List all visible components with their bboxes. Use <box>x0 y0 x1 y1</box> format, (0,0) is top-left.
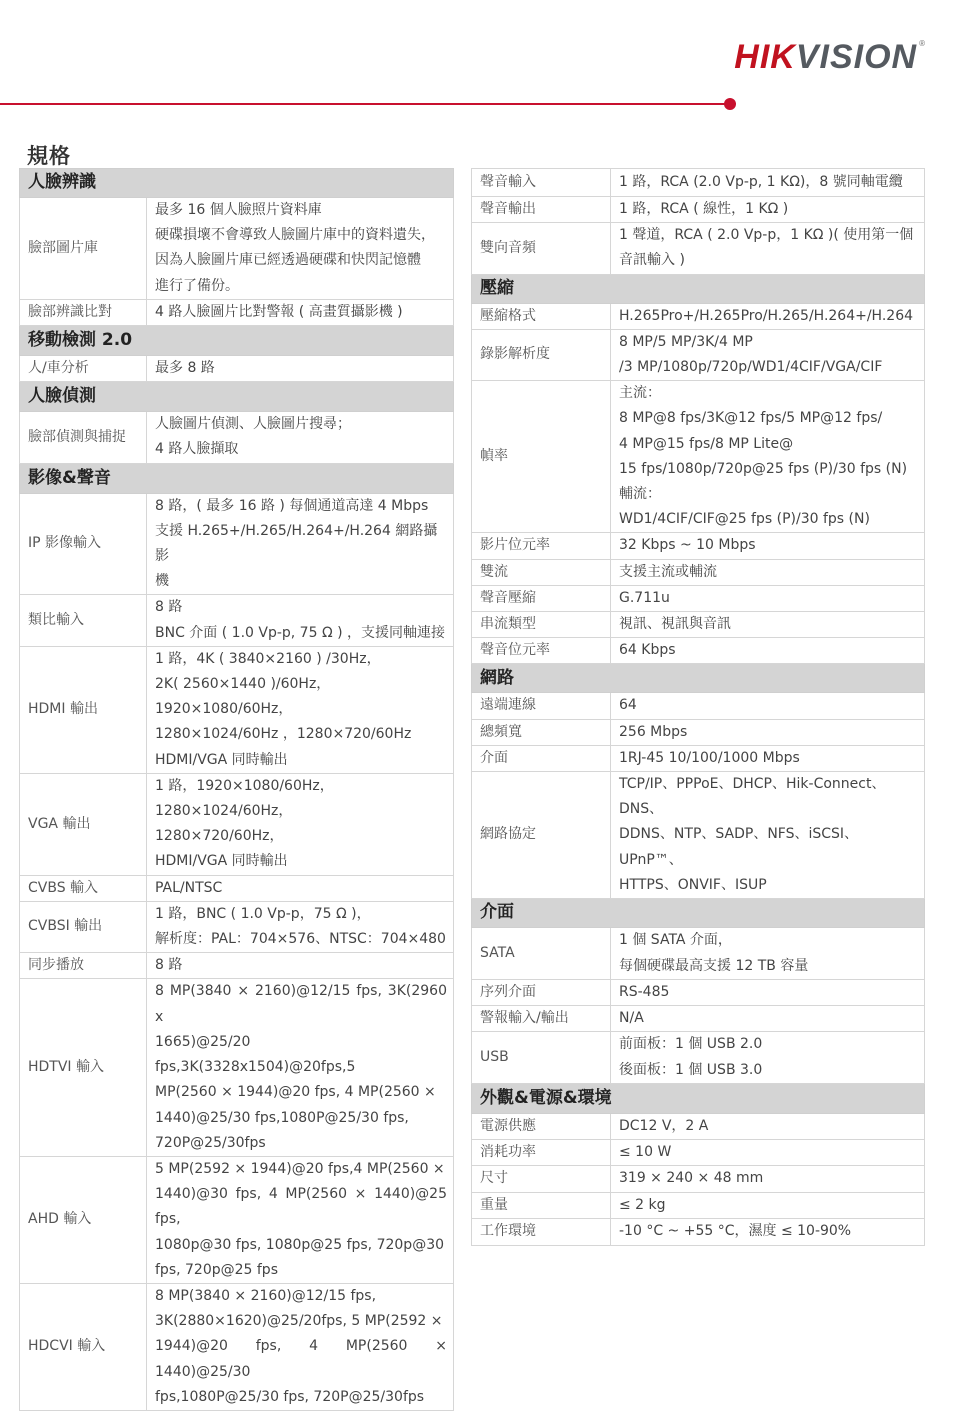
spec-value-line: -10 °C ~ +55 °C，濕度 ≤ 10-90% <box>619 1223 852 1240</box>
spec-label: 同步播放 <box>20 953 147 979</box>
spec-row <box>20 356 454 382</box>
spec-value <box>611 693 925 719</box>
spec-value <box>611 303 925 329</box>
spec-value-line: 256 Mbps <box>619 723 688 740</box>
spec-row <box>472 980 925 1006</box>
spec-label: 臉部圖片庫 <box>20 198 147 300</box>
spec-value <box>611 719 925 745</box>
spec-value-line: 1 個 SATA 介面， <box>619 932 732 949</box>
section-header-row <box>472 1083 925 1113</box>
spec-value-line: 音訊輸入 ) <box>619 252 685 269</box>
spec-label: 遠端連線 <box>472 693 611 719</box>
section-header-row <box>472 274 925 303</box>
spec-value <box>147 875 454 901</box>
spec-value <box>147 646 454 773</box>
spec-value <box>611 1113 925 1139</box>
spec-value-line: 1 路，BNC ( 1.0 Vp-p，75 Ω )， <box>155 905 371 922</box>
spec-value-line: 1 路，1920×1080/60Hz，1280×1024/60Hz， <box>155 777 334 820</box>
spec-value <box>611 329 925 380</box>
spec-value-line: 32 Kbps ~ 10 Mbps <box>619 537 756 554</box>
spec-table-left <box>19 168 454 1411</box>
section-header-row <box>20 169 454 198</box>
spec-value-line: 64 <box>619 697 637 714</box>
spec-label: 類比輸入 <box>20 595 147 646</box>
section-title: 外觀&電源&環境 <box>472 1083 925 1113</box>
spec-label: 臉部辨識比對 <box>20 299 147 325</box>
spec-label: 尺寸 <box>472 1166 611 1192</box>
spec-value-line: 前面板：1 個 USB 2.0 <box>619 1036 763 1053</box>
spec-value <box>611 980 925 1006</box>
spec-label: IP 影像輸入 <box>20 493 147 595</box>
spec-value <box>147 412 454 463</box>
spec-value-line: 5 MP(2592 × 1944)@20 fps,4 MP(2560 × <box>155 1160 445 1177</box>
spec-label: HDMI 輸出 <box>20 646 147 773</box>
spec-value-line: 後面板：1 個 USB 3.0 <box>619 1061 763 1078</box>
spec-value-line: HTTPS、ONVIF、ISUP <box>619 876 767 893</box>
spec-value-line: 64 Kbps <box>619 642 676 659</box>
spec-value-line: 1 路，RCA ( 線性，1 KΩ ) <box>619 201 789 217</box>
spec-row <box>472 638 925 664</box>
spec-label: 序列介面 <box>472 980 611 1006</box>
spec-row <box>472 381 925 533</box>
spec-row <box>20 595 454 646</box>
spec-row <box>20 979 454 1156</box>
section-header-row <box>472 899 925 928</box>
spec-row <box>20 875 454 901</box>
spec-table-right <box>471 168 925 1246</box>
spec-value-line: 1944)@20 fps, 4 MP(2560 × 1440)@25/30 <box>155 1338 447 1380</box>
spec-row <box>20 412 454 463</box>
spec-row <box>472 772 925 899</box>
spec-label: HDTVI 輸入 <box>20 979 147 1156</box>
spec-value-line: ≤ 10 W <box>619 1144 672 1161</box>
spec-value-line: 8 MP(3840 × 2160)@12/15 fps, <box>155 1287 377 1304</box>
spec-label: 工作環境 <box>472 1218 611 1245</box>
spec-label: 人/車分析 <box>20 356 147 382</box>
section-title: 人臉偵測 <box>20 382 454 412</box>
spec-value-line: BNC 介面 ( 1.0 Vp-p, 75 Ω ) ，支援同軸連接 <box>155 624 446 641</box>
spec-value-line: 最多 16 個人臉照片資料庫 <box>155 202 322 218</box>
spec-value-line: 720P@25/30fps <box>155 1134 266 1151</box>
spec-label: 聲音壓縮 <box>472 585 611 611</box>
spec-value-line: 1RJ-45 10/100/1000 Mbps <box>619 749 800 766</box>
spec-label: 雙向音頻 <box>472 223 611 274</box>
spec-value-line: 視訊、視訊與音訊 <box>619 616 731 633</box>
spec-value-line: 4 路人臉圖片比對警報 ( 高畫質攝影機 ) <box>155 303 403 320</box>
spec-label: 雙流 <box>472 559 611 585</box>
spec-value-line: TCP/IP、PPPoE、DHCP、Hik-Connect、DNS、 <box>619 776 886 818</box>
spec-value <box>611 1192 925 1218</box>
spec-label: 聲音輸入 <box>472 169 611 197</box>
spec-value-line: 1440)@25/30 fps,1080P@25/30 fps, <box>155 1109 409 1126</box>
spec-row <box>472 1006 925 1032</box>
spec-value-line: 1440)@30 fps, 4 MP(2560 × 1440)@25 fps, <box>155 1186 447 1228</box>
spec-row <box>472 303 925 329</box>
spec-label: 聲音位元率 <box>472 638 611 664</box>
spec-value-line: 8 MP(3840 × 2160)@12/15 fps, 3K(2960 x <box>155 983 447 1025</box>
spec-value <box>611 1006 925 1032</box>
logo-hik-text: HIK <box>734 38 796 76</box>
spec-value <box>611 772 925 899</box>
section-title: 壓縮 <box>472 274 925 303</box>
section-header-row <box>20 326 454 356</box>
spec-row <box>472 612 925 638</box>
spec-value <box>611 585 925 611</box>
spec-value-line: 1080p@30 fps, 1080p@25 fps, 720p@30 <box>155 1236 445 1253</box>
spec-label: 聲音輸出 <box>472 197 611 223</box>
section-title: 影像&聲音 <box>20 463 454 493</box>
section-header-row <box>20 463 454 493</box>
spec-value <box>611 1140 925 1166</box>
hikvision-logo <box>734 38 924 77</box>
section-title: 介面 <box>472 899 925 928</box>
spec-label: 網路協定 <box>472 772 611 899</box>
spec-value-line: 1280×720/60Hz， <box>155 828 284 845</box>
spec-value-line: 8 路，( 最多 16 路 ) 每個通道高達 4 Mbps <box>155 497 429 514</box>
spec-value-line: 因為人臉圖片庫已經透過硬碟和快閃記憶體 <box>155 252 421 269</box>
spec-value-line: 進行了備份。 <box>155 277 239 294</box>
spec-value-line: 8 路 <box>155 599 183 616</box>
spec-value-line: 15 fps/1080p/720p@25 fps (P)/30 fps (N) <box>619 460 908 477</box>
spec-label: AHD 輸入 <box>20 1156 147 1283</box>
spec-value <box>611 223 925 274</box>
spec-row <box>472 169 925 197</box>
section-title: 人臉辨識 <box>20 169 454 198</box>
spec-value-line: 解析度：PAL：704×576、NTSC：704×480 <box>155 931 446 948</box>
spec-row <box>20 493 454 595</box>
spec-row <box>472 585 925 611</box>
spec-row <box>472 693 925 719</box>
spec-row <box>472 745 925 771</box>
spec-label: SATA <box>472 928 611 980</box>
spec-value <box>147 299 454 325</box>
spec-value-line: 機 <box>155 573 169 590</box>
spec-value-line: 8 MP@8 fps/3K@12 fps/5 MP@12 fps/ <box>619 410 883 427</box>
spec-value <box>147 979 454 1156</box>
spec-value-line: 最多 8 路 <box>155 360 215 377</box>
spec-row <box>472 1218 925 1245</box>
spec-value-line: 4 路人臉擷取 <box>155 441 239 458</box>
spec-value-line: MP(2560 × 1944)@20 fps, 4 MP(2560 × <box>155 1084 436 1101</box>
spec-value <box>611 928 925 980</box>
spec-value-line: 1 路，4K ( 3840×2160 ) /30Hz， <box>155 650 381 667</box>
spec-value <box>147 356 454 382</box>
spec-row <box>472 928 925 980</box>
spec-value-line: 人臉圖片偵測、人臉圖片搜尋； <box>155 416 351 433</box>
spec-row <box>472 329 925 380</box>
spec-label: 幀率 <box>472 381 611 533</box>
spec-label: 錄影解析度 <box>472 329 611 380</box>
spec-value <box>611 1032 925 1083</box>
spec-label: 警報輸入/輸出 <box>472 1006 611 1032</box>
section-header-row <box>472 664 925 693</box>
spec-value <box>611 197 925 223</box>
spec-value-line: RS-485 <box>619 984 670 1001</box>
spec-value-line: HDMI/VGA 同時輸出 <box>155 751 288 768</box>
spec-value-line: PAL/NTSC <box>155 879 223 896</box>
logo-vision-text: VISION <box>795 38 918 76</box>
spec-label: 影片位元率 <box>472 533 611 559</box>
spec-value-line: 1 聲道，RCA ( 2.0 Vp-p，1 KΩ )( 使用第一個 <box>619 227 914 244</box>
spec-label: 重量 <box>472 1192 611 1218</box>
spec-value-line: DC12 V，2 A <box>619 1117 709 1134</box>
spec-row <box>20 646 454 773</box>
spec-row <box>472 533 925 559</box>
spec-value-line: 支援主流或輔流 <box>619 563 717 580</box>
spec-value-line: HDMI/VGA 同時輸出 <box>155 853 288 870</box>
spec-value-line: 支援 H.265+/H.265/H.264+/H.264 網路攝影 <box>155 522 438 565</box>
spec-value-line: fps,1080P@25/30 fps, 720P@25/30fps <box>155 1388 425 1405</box>
spec-value-line: N/A <box>619 1010 644 1027</box>
spec-value-line: fps, 720p@25 fps <box>155 1261 278 1278</box>
header-divider-dot <box>724 98 736 110</box>
spec-value-line: WD1/4CIF/CIF@25 fps (P)/30 fps (N) <box>619 511 870 528</box>
spec-value-line: 3K(2880×1620)@25/20fps, 5 MP(2592 × <box>155 1313 443 1330</box>
spec-value <box>147 953 454 979</box>
spec-value-line: ≤ 2 kg <box>619 1196 666 1213</box>
spec-label: 總頻寬 <box>472 719 611 745</box>
spec-label: USB <box>472 1032 611 1083</box>
spec-row <box>20 198 454 300</box>
spec-value-line: 2K( 2560×1440 )/60Hz，1920×1080/60Hz， <box>155 676 331 718</box>
spec-row <box>472 719 925 745</box>
spec-value-line: DDNS、NTP、SADP、NFS、iSCSI、UPnP™、 <box>619 826 859 868</box>
spec-row <box>20 299 454 325</box>
spec-value-line: 8 MP/5 MP/3K/4 MP <box>619 333 753 350</box>
spec-value-line: 319 × 240 × 48 mm <box>619 1170 764 1187</box>
spec-row <box>20 1283 454 1410</box>
spec-label: 介面 <box>472 745 611 771</box>
spec-value-line: G.711u <box>619 589 670 606</box>
spec-row <box>472 197 925 223</box>
spec-label: 臉部偵測與捕捉 <box>20 412 147 463</box>
spec-value <box>611 381 925 533</box>
spec-row <box>472 1032 925 1083</box>
spec-row <box>20 901 454 952</box>
spec-value-line: 輔流： <box>619 486 661 503</box>
spec-row <box>472 1192 925 1218</box>
spec-label: 消耗功率 <box>472 1140 611 1166</box>
spec-value-line: 主流： <box>619 385 661 402</box>
spec-label: 電源供應 <box>472 1113 611 1139</box>
spec-value-line: H.265Pro+/H.265Pro/H.265/H.264+/H.264 <box>619 307 914 324</box>
spec-label: HDCVI 輸入 <box>20 1283 147 1410</box>
spec-row <box>20 773 454 875</box>
spec-value-line: /3 MP/1080p/720p/WD1/4CIF/VGA/CIF <box>619 359 883 376</box>
spec-row <box>472 559 925 585</box>
spec-value-line: 1665)@25/20 fps,3K(3328x1504)@20fps,5 <box>155 1033 356 1076</box>
spec-row <box>472 1113 925 1139</box>
registered-mark: ® <box>919 39 926 48</box>
spec-value <box>147 198 454 300</box>
spec-value <box>611 745 925 771</box>
spec-label: CVBSI 輸出 <box>20 901 147 952</box>
spec-label: 串流類型 <box>472 612 611 638</box>
spec-value-line: 1280×1024/60Hz ，1280×720/60Hz <box>155 726 412 743</box>
spec-row <box>20 953 454 979</box>
spec-value <box>611 612 925 638</box>
spec-row <box>472 1140 925 1166</box>
spec-value <box>147 901 454 952</box>
spec-value-line: 1 路，RCA (2.0 Vp-p, 1 KΩ)，8 號同軸電纜 <box>619 173 903 190</box>
spec-value-line: 8 路 <box>155 957 183 974</box>
page-title: 規格 <box>27 144 71 168</box>
spec-value <box>611 169 925 197</box>
spec-row <box>472 1166 925 1192</box>
spec-row <box>472 223 925 274</box>
spec-value <box>611 1218 925 1245</box>
spec-value <box>611 638 925 664</box>
spec-value <box>147 1283 454 1410</box>
spec-value-line: 每個硬碟最高支援 12 TB 容量 <box>619 957 809 974</box>
section-title: 移動檢測 2.0 <box>20 326 454 356</box>
section-title: 網路 <box>472 664 925 693</box>
spec-value-line: 硬碟損壞不會導致人臉圖片庫中的資料遺失， <box>155 227 435 244</box>
spec-row <box>20 1156 454 1283</box>
spec-label: VGA 輸出 <box>20 773 147 875</box>
spec-value <box>611 559 925 585</box>
section-header-row <box>20 382 454 412</box>
spec-value <box>147 773 454 875</box>
spec-value-line: 4 MP@15 fps/8 MP Lite@ <box>619 435 794 452</box>
spec-label: CVBS 輸入 <box>20 875 147 901</box>
spec-value <box>147 1156 454 1283</box>
spec-value <box>611 533 925 559</box>
header-divider-line <box>0 103 728 105</box>
spec-value <box>147 493 454 595</box>
spec-label: 壓縮格式 <box>472 303 611 329</box>
spec-value <box>147 595 454 646</box>
spec-value <box>611 1166 925 1192</box>
